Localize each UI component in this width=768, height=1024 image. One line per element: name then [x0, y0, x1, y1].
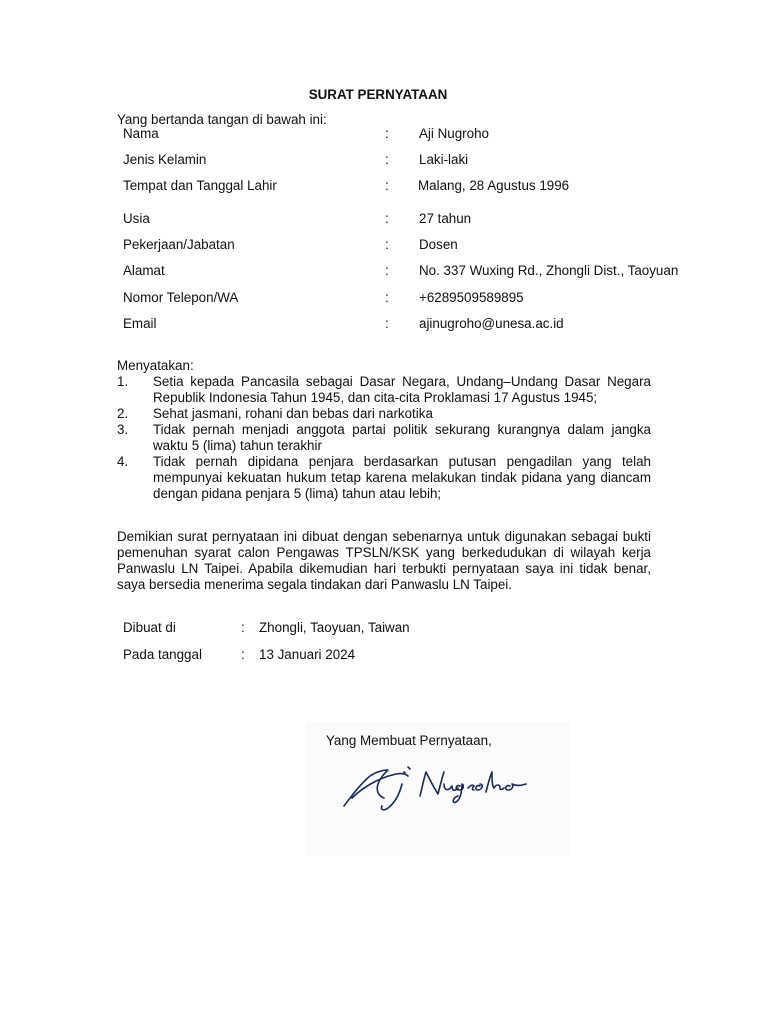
list-item-number: 1.: [117, 374, 129, 389]
list-item-number: 2.: [117, 406, 129, 421]
place-colon: :: [241, 620, 245, 635]
identity-label: Nomor Telepon/WA: [123, 290, 239, 305]
identity-label: Tempat dan Tanggal Lahir: [123, 178, 277, 193]
list-item-text: Tidak pernah dipidana penjara berdasarkan putusan pengadilan yang telah mempunyai kekuatan hukum tetap karena melakukan tindak pidana yang diancam dengan pidana penjara 5 (lima) tahun atau lebih;: [153, 454, 651, 501]
identity-value: Dosen: [419, 237, 458, 252]
identity-colon: :: [385, 263, 389, 278]
identity-colon: :: [385, 178, 389, 193]
date-value: 13 Januari 2024: [259, 647, 356, 662]
identity-colon: :: [385, 316, 389, 331]
identity-colon: :: [385, 237, 389, 252]
identity-colon: :: [385, 211, 389, 226]
identity-row-alamat: [123, 263, 723, 279]
list-item-text: Setia kepada Pancasila sebagai Dasar Negara, Undang–Undang Dasar Negara Republik Indonesia Tahun 1945, dan cita-cita Proklamasi 17 Agustus 1945;: [153, 374, 651, 405]
list-item: [117, 422, 651, 454]
date-row: [123, 647, 523, 663]
identity-row-email: [123, 316, 723, 332]
signature-caption: Yang Membuat Pernyataan,: [326, 733, 492, 748]
identity-label: Email: [123, 316, 157, 331]
list-item-text: Tidak pernah menjadi anggota partai politik sekurang kurangnya dalam jangka waktu 5 (lima) tahun terakhir: [153, 422, 651, 453]
identity-label: Jenis Kelamin: [123, 152, 207, 167]
list-item-text: Sehat jasmani, rohani dan bebas dari narkotika: [153, 406, 433, 421]
identity-value: ajinugroho@unesa.ac.id: [419, 316, 564, 331]
identity-value: +6289509589895: [419, 290, 524, 305]
identity-colon: :: [385, 290, 389, 305]
identity-row-pekerjaan: [123, 237, 723, 253]
identity-colon: :: [385, 152, 389, 167]
identity-label: Usia: [123, 211, 150, 226]
identity-row-nama: [123, 126, 723, 142]
list-item: [117, 406, 651, 422]
identity-row-telepon: [123, 290, 723, 306]
identity-label: Nama: [123, 126, 159, 141]
identity-label: Pekerjaan/Jabatan: [123, 237, 235, 252]
identity-value: Laki-laki: [419, 152, 469, 167]
identity-value: Malang, 28 Agustus 1996: [418, 178, 570, 193]
date-colon: :: [241, 647, 245, 662]
date-label: Pada tanggal: [123, 647, 202, 662]
declaration-heading: Menyatakan:: [117, 358, 194, 373]
identity-label: Alamat: [123, 263, 165, 278]
identity-value: Aji Nugroho: [419, 126, 489, 141]
document-title: SURAT PERNYATAAN: [308, 87, 448, 102]
identity-row-jenis-kelamin: [123, 152, 723, 168]
identity-row-usia: [123, 211, 723, 227]
signature-block: [306, 722, 570, 856]
list-item-number: 3.: [117, 422, 129, 437]
intro-text: Yang bertanda tangan di bawah ini:: [117, 112, 327, 127]
place-value: Zhongli, Taoyuan, Taiwan: [259, 620, 410, 635]
place-label: Dibuat di: [123, 620, 176, 635]
list-item: [117, 454, 651, 502]
list-item: [117, 374, 651, 406]
place-row: [123, 620, 523, 636]
identity-value: 27 tahun: [419, 211, 472, 226]
identity-colon: :: [385, 126, 389, 141]
closing-paragraph: Demikian surat pernyataan ini dibuat dengan sebenarnya untuk digunakan sebagai bukti pemenuhan syarat calon Pengawas TPSLN/KSK yang berkedudukan di wilayah kerja Panwaslu LN Taipei. Apabila dikemudian hari terbukti pernyataan saya ini tidak benar, saya bersedia menerima segala tindakan dari Panwaslu LN Taipei.: [117, 529, 651, 592]
identity-row-tempat-tanggal-lahir: [123, 178, 723, 194]
list-item-number: 4.: [117, 454, 129, 469]
handwritten-signature: [336, 758, 536, 814]
declaration-list: [117, 374, 651, 502]
identity-value: No. 337 Wuxing Rd., Zhongli Dist., Taoyuan: [419, 263, 679, 278]
